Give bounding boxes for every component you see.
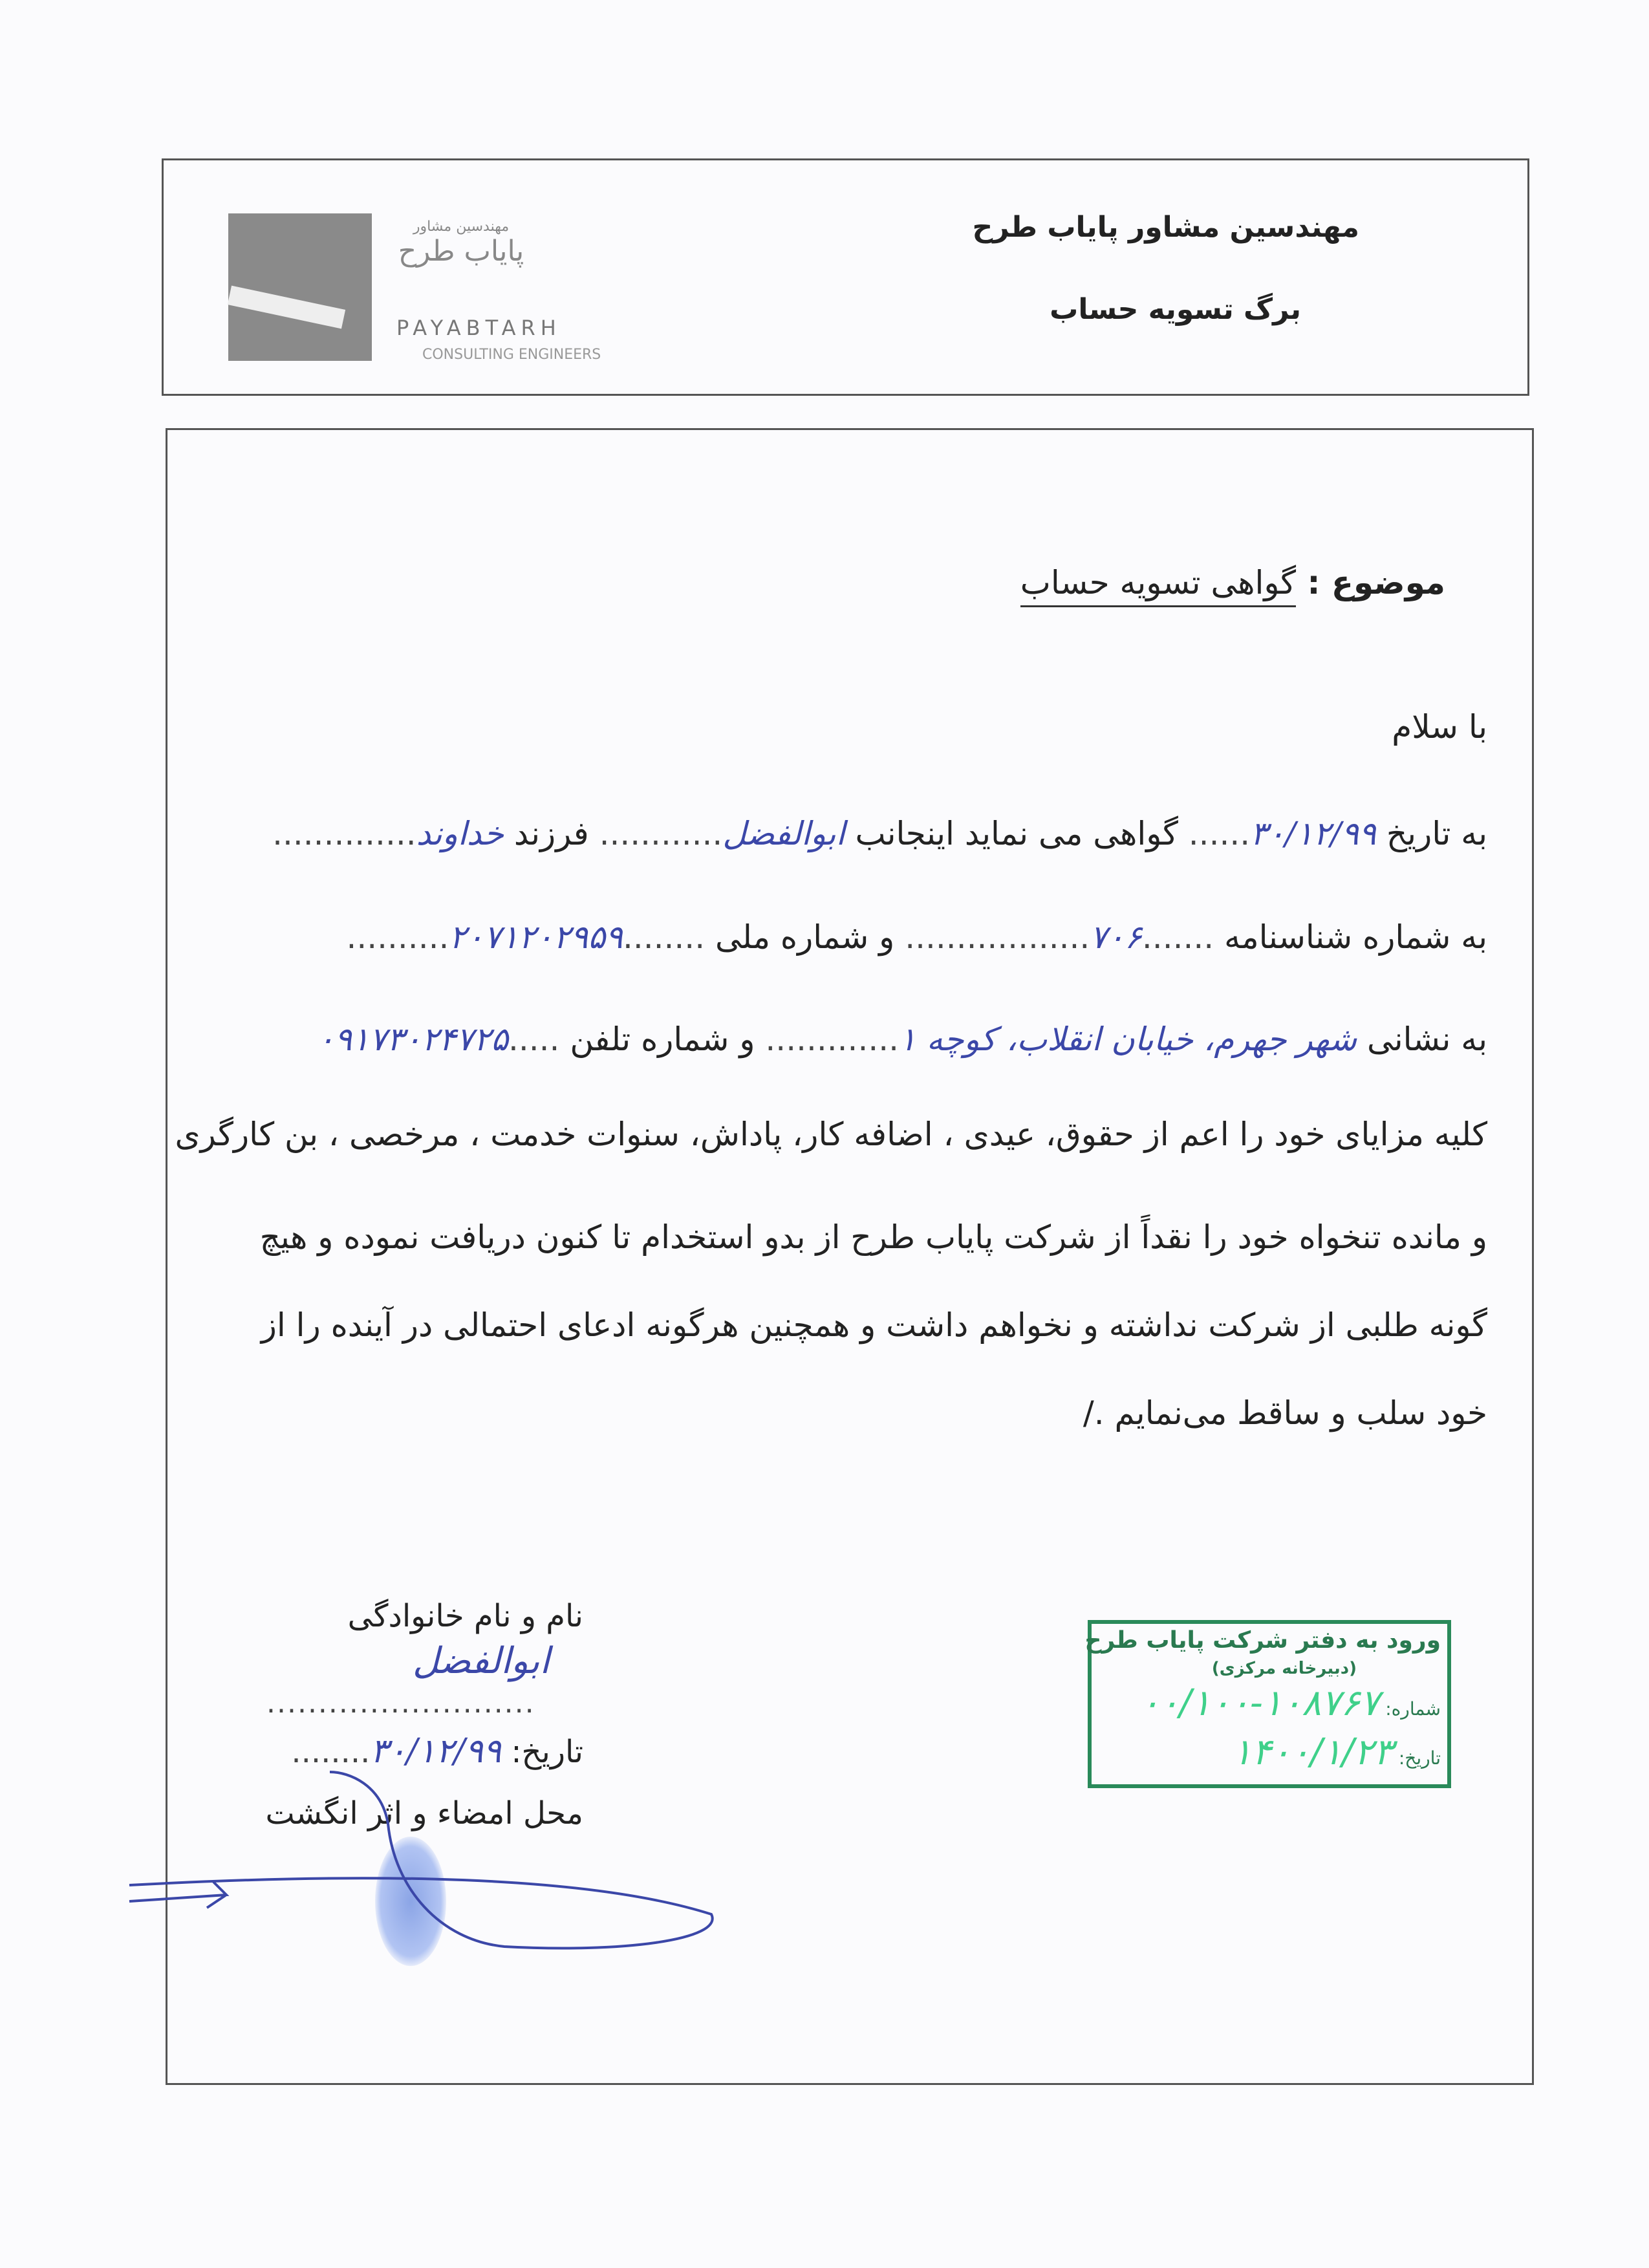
stamp-number-value: ۱۰۸۷۶۷-۰۰/۱۰۰	[1140, 1682, 1380, 1724]
company-logo	[228, 213, 372, 361]
handwritten-father: خداوند	[416, 815, 504, 852]
handwritten-address: شهر جهرم، خیابان انقلاب، کوچه ۱	[899, 1021, 1357, 1058]
stamp-date-value: ۱۴۰۰/۱/۲۳	[1232, 1731, 1393, 1773]
label-id-no: به شماره شناسنامه	[1224, 918, 1487, 956]
stamp-title: ورود به دفتر شرکت پایاب طرح	[1084, 1627, 1441, 1654]
handwritten-id-no: ۷۰۶	[1090, 918, 1142, 956]
line-date-name: به تاریخ ۳۰/۱۲/۹۹...... گواهی می نماید اینجانب ابوالفضل............ فرزند خداوند..............	[272, 815, 1487, 852]
stamp-date-label: تاریخ:	[1398, 1747, 1441, 1769]
signature-date: ۳۰/۱۲/۹۹	[370, 1732, 502, 1771]
line-ids: به شماره شناسنامه .......۷۰۶.................. و شماره ملی ........۲۰۷۱۲۰۲۹۵۹..........	[346, 918, 1487, 956]
logo-fa-small: مهندسین مشاور	[413, 219, 510, 235]
label-child-of: فرزند	[513, 815, 589, 852]
signature-name: ابوالفضل	[413, 1640, 550, 1682]
company-title: مهندسین مشاور پایاب طرح	[972, 211, 1359, 244]
stamp-number-label: شماره:	[1385, 1698, 1441, 1720]
form-title: برگ تسویه حساب	[1050, 293, 1301, 326]
label-phone: و شماره تلفن	[570, 1021, 755, 1058]
sign-date-label: تاریخ:	[511, 1734, 583, 1770]
date-label: تاریخ: ۳۰/۱۲/۹۹........	[291, 1732, 583, 1771]
logo-en-sub: CONSULTING ENGINEERS	[422, 347, 601, 363]
label-date: به تاریخ	[1386, 815, 1487, 852]
header-box	[162, 158, 1529, 396]
subject-value: گواهی تسویه حساب	[1020, 564, 1296, 607]
paragraph-line-1: کلیه مزایای خود را اعم از حقوق، عیدی ، اضافه کار، پاداش، سنوات خدمت ، مرخصی ، بن کارگری	[175, 1116, 1487, 1153]
subject-label: موضوع :	[1307, 564, 1445, 601]
paragraph-line-4: خود سلب و ساقط می‌نمایم ./	[1083, 1394, 1487, 1432]
logo-en-name: PAYABTARH	[396, 316, 561, 340]
sign-place-label: محل امضاء و اثر انگشت	[265, 1795, 583, 1831]
paragraph-line-3: گونه طلبی از شرکت نداشته و نخواهم داشت و همچنین هرگونه ادعای احتمالی در آینده را از	[261, 1306, 1487, 1344]
stamp-subtitle: (دبیرخانه مرکزی)	[1211, 1659, 1357, 1678]
handwritten-phone: ۰۹۱۷۳۰۲۴۷۲۵	[317, 1021, 508, 1058]
label-certifies: گواهی می نماید اینجانب	[855, 815, 1178, 852]
name-label: نام و نام خانوادگی	[347, 1598, 583, 1634]
greeting: با سلام	[1392, 708, 1487, 746]
logo-fa-name: پایاب طرح	[398, 235, 524, 268]
logo-stripe	[228, 286, 345, 329]
label-national-id: و شماره ملی	[715, 918, 895, 956]
registry-stamp	[1084, 1620, 1451, 1788]
paragraph-line-2: و مانده تنخواه خود را نقداً از شرکت پایاب طرح از بدو استخدام تا کنون دریافت نموده و هیچ	[259, 1218, 1487, 1256]
label-address: به نشانی	[1367, 1021, 1487, 1058]
line-address: به نشانی شهر جهرم، خیابان انقلاب، کوچه ۱............. و شماره تلفن .....۰۹۱۷۳۰۲۴۷۲۵	[317, 1021, 1487, 1058]
handwritten-name: ابوالفضل	[722, 815, 845, 852]
signature-scribble	[116, 1746, 731, 1972]
subject	[1020, 564, 1445, 601]
handwritten-date: ۳۰/۱۲/۹۹	[1250, 815, 1376, 852]
handwritten-national-id: ۲۰۷۱۲۰۲۹۵۹	[449, 918, 623, 956]
name-dotted-line: ..........................	[266, 1687, 535, 1720]
